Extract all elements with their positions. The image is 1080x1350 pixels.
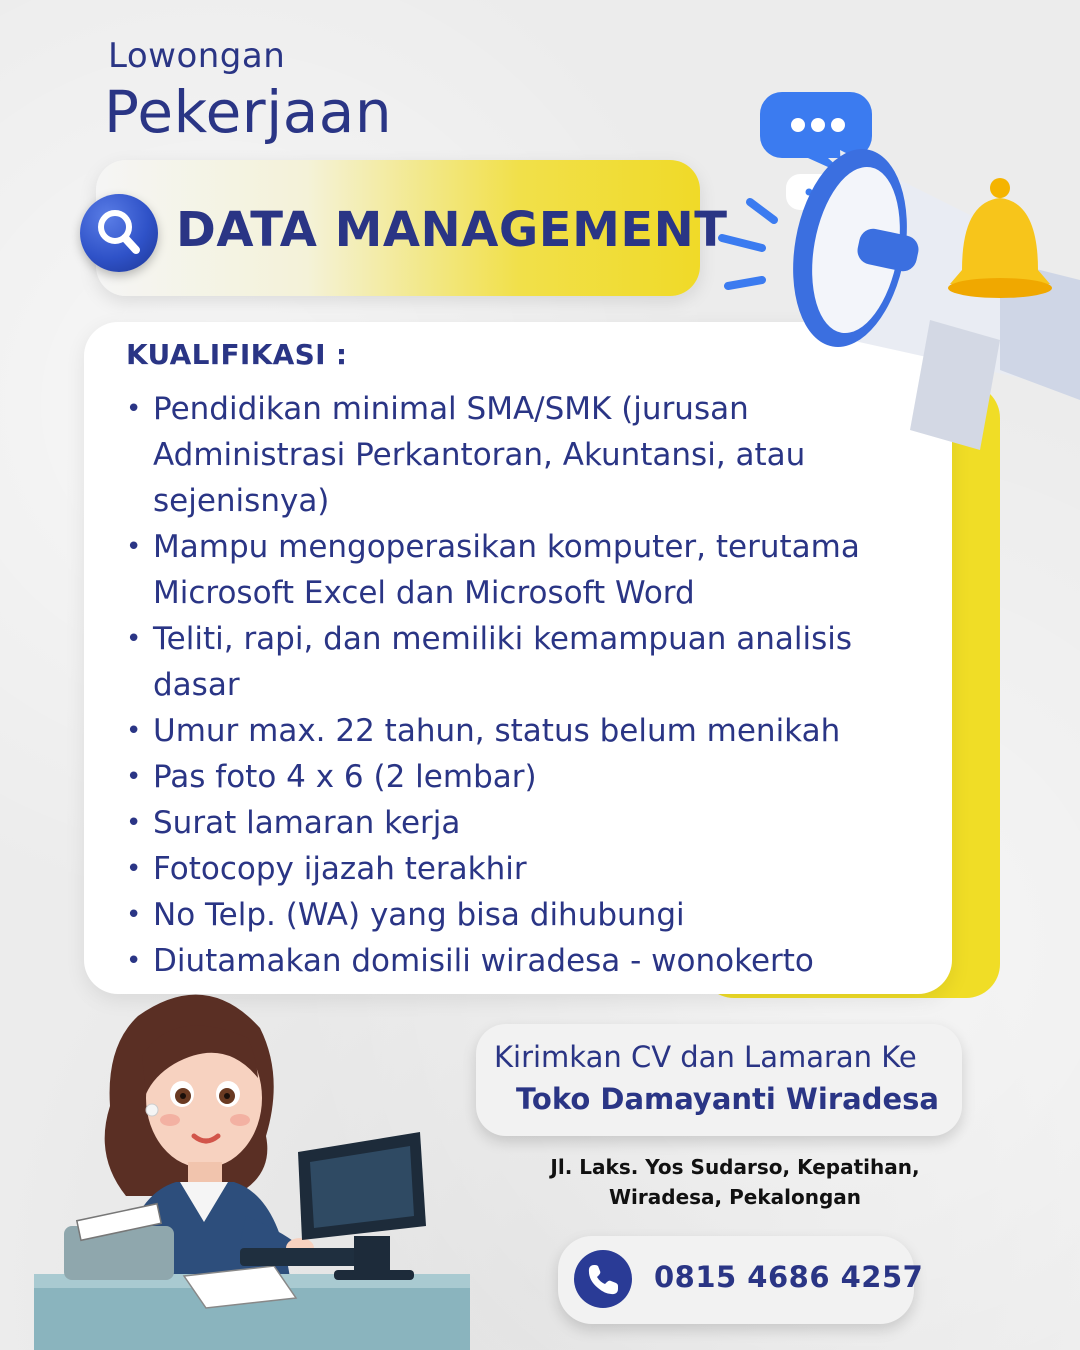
- list-item: • Diutamakan domisili wiradesa - wonokerto: [126, 938, 936, 984]
- list-item: • Umur max. 22 tahun, status belum menikah: [126, 708, 936, 754]
- phone-icon: [574, 1250, 632, 1308]
- list-item: • Pas foto 4 x 6 (2 lembar): [126, 754, 936, 800]
- list-item: • Pendidikan minimal SMA/SMK (jurusan Administrasi Perkantoran, Akuntansi, atau sejenisnya): [126, 386, 936, 524]
- send-to-label: Kirimkan CV dan Lamaran Ke: [494, 1040, 917, 1074]
- list-item: • Surat lamaran kerja: [126, 800, 936, 846]
- qualifications-list: [126, 386, 936, 984]
- list-item: • No Telp. (WA) yang bisa dihubungi: [126, 892, 936, 938]
- position-title: DATA MANAGEMENT: [176, 202, 728, 258]
- search-icon: [80, 194, 158, 272]
- address-line-1: Jl. Laks. Yos Sudarso, Kepatihan,: [550, 1155, 920, 1179]
- company-name: Toko Damayanti Wiradesa: [516, 1082, 939, 1116]
- qualifications-heading: KUALIFIKASI :: [126, 338, 348, 371]
- list-item: • Mampu mengoperasikan komputer, terutama Microsoft Excel dan Microsoft Word: [126, 524, 936, 616]
- address-line-2: Wiradesa, Pekalongan: [608, 1185, 862, 1209]
- list-item: • Teliti, rapi, dan memiliki kemampuan analisis dasar: [126, 616, 936, 708]
- megaphone-icon: [700, 70, 1080, 470]
- page-title: Pekerjaan: [104, 78, 393, 146]
- office-worker-illustration: [34, 986, 470, 1350]
- phone-number[interactable]: 0815 4686 4257: [654, 1260, 924, 1294]
- company-address: [520, 1152, 950, 1212]
- list-item: • Fotocopy ijazah terakhir: [126, 846, 936, 892]
- header-kicker: Lowongan: [108, 36, 286, 76]
